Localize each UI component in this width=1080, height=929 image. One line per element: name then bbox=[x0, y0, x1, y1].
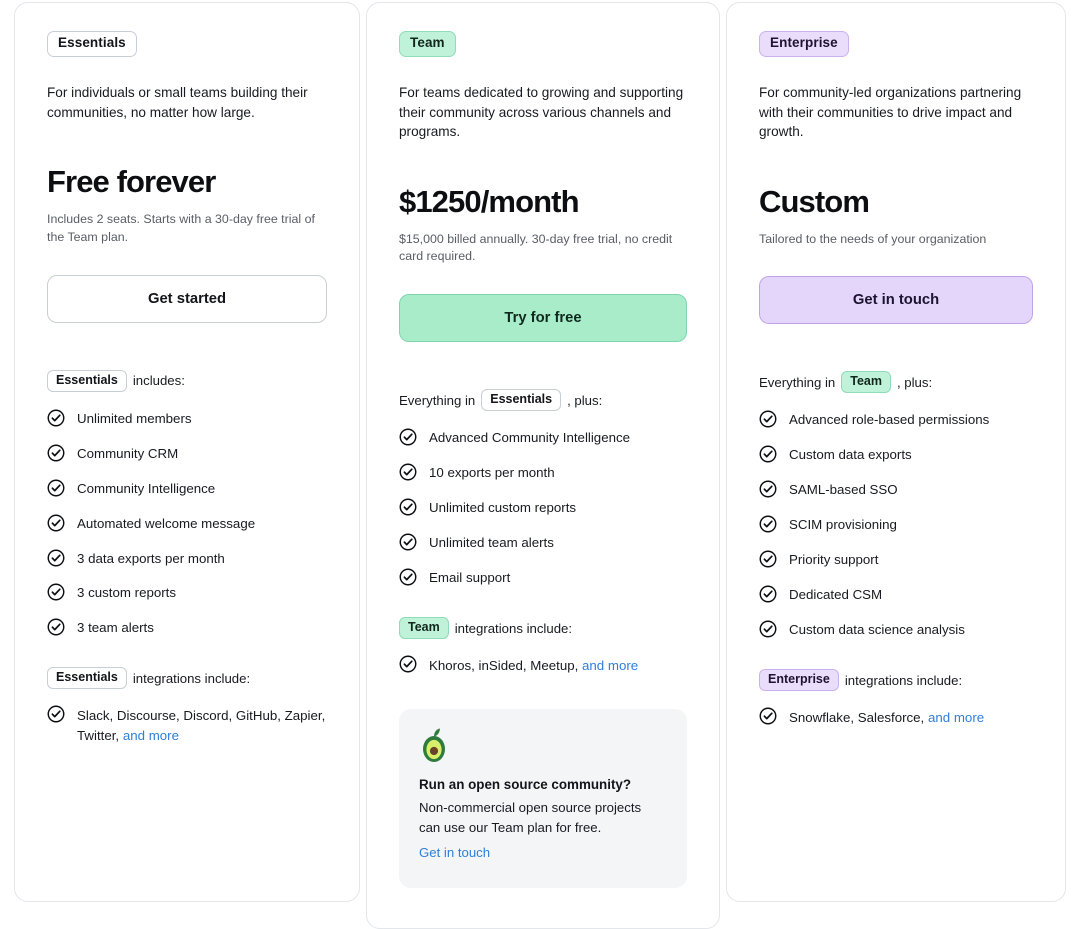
integrations-and-more-link[interactable]: and more bbox=[582, 658, 639, 674]
inline-badge-essentials: Essentials bbox=[47, 370, 127, 392]
plan-badge-essentials: Essentials bbox=[47, 31, 137, 57]
check-circle-icon bbox=[399, 533, 417, 551]
integrations-header bbox=[47, 667, 327, 689]
feature-item bbox=[47, 514, 327, 533]
integrations-text bbox=[429, 655, 638, 675]
plan-badge-team: Team bbox=[399, 31, 456, 57]
check-circle-icon bbox=[47, 479, 65, 497]
open-source-promo-card bbox=[399, 709, 687, 887]
feature-item bbox=[47, 409, 327, 428]
integrations-list: Khoros, inSided, Meetup, bbox=[429, 658, 579, 674]
feature-item bbox=[47, 444, 327, 463]
feature-label: Dedicated CSM bbox=[789, 587, 883, 603]
feature-label: Unlimited members bbox=[77, 410, 192, 426]
integrations-label: integrations include: bbox=[844, 672, 963, 688]
check-circle-icon bbox=[399, 498, 417, 516]
integrations-text bbox=[789, 707, 984, 727]
feature-item bbox=[759, 445, 1033, 464]
integrations-header bbox=[759, 669, 1033, 691]
plan-card-essentials bbox=[14, 2, 360, 902]
check-circle-icon bbox=[47, 618, 65, 636]
check-circle-icon bbox=[759, 707, 777, 725]
feature-label: Priority support bbox=[789, 552, 879, 568]
check-circle-icon bbox=[399, 568, 417, 586]
integrations-item bbox=[399, 655, 679, 675]
plan-price: Custom bbox=[759, 183, 869, 219]
integrations-text bbox=[77, 705, 327, 745]
integrations-list: Slack, Discourse, Discord, GitHub, Zapier, Twitter, bbox=[77, 708, 326, 743]
check-circle-icon bbox=[47, 409, 65, 427]
feature-item bbox=[759, 585, 1033, 604]
feature-label: Community Intelligence bbox=[77, 480, 216, 496]
plan-card-enterprise bbox=[726, 2, 1066, 902]
feature-label: 10 exports per month bbox=[429, 465, 555, 481]
feature-label: 3 custom reports bbox=[77, 585, 177, 601]
feature-label: SAML-based SSO bbox=[789, 482, 898, 498]
plan-includes-header bbox=[399, 388, 687, 412]
plan-column-essentials bbox=[0, 0, 360, 902]
check-circle-icon bbox=[47, 705, 65, 723]
feature-label: 3 team alerts bbox=[77, 620, 154, 636]
plan-badge-enterprise: Enterprise bbox=[759, 31, 849, 57]
feature-label: Community CRM bbox=[77, 445, 179, 461]
integrations-and-more-link[interactable]: and more bbox=[122, 727, 180, 743]
includes-suffix-label: includes: bbox=[132, 373, 185, 389]
includes-prefix-label: Everything in bbox=[399, 392, 476, 408]
inline-badge-team: Team bbox=[841, 371, 891, 393]
plan-price-note: Tailored to the needs of your organization bbox=[759, 231, 987, 246]
feature-list bbox=[47, 409, 327, 638]
feature-item bbox=[759, 410, 1033, 429]
integrations-list: Snowflake, Salesforce, bbox=[789, 710, 925, 726]
feature-item bbox=[47, 618, 327, 637]
feature-item bbox=[399, 498, 687, 517]
inline-badge-essentials: Essentials bbox=[481, 389, 561, 411]
plan-price: $1250/month bbox=[399, 183, 579, 219]
feature-label: Automated welcome message bbox=[77, 515, 256, 531]
includes-suffix-label: , plus: bbox=[567, 392, 603, 408]
feature-label: Advanced role-based permissions bbox=[789, 412, 990, 428]
integrations-header bbox=[399, 617, 687, 639]
promo-get-in-touch-link[interactable]: Get in touch bbox=[419, 844, 491, 860]
integrations-item bbox=[47, 705, 327, 745]
inline-badge-enterprise: Enterprise bbox=[759, 669, 839, 691]
get-in-touch-button[interactable]: Get in touch bbox=[759, 276, 1033, 324]
feature-list bbox=[759, 410, 1033, 639]
check-circle-icon bbox=[399, 428, 417, 446]
plan-includes-header bbox=[47, 369, 327, 393]
promo-body: Non-commercial open source projects can use our Team plan for free. bbox=[419, 800, 642, 835]
feature-item bbox=[399, 533, 687, 552]
feature-label: SCIM provisioning bbox=[789, 517, 897, 533]
includes-prefix-label: Everything in bbox=[759, 374, 836, 390]
plan-column-enterprise bbox=[720, 0, 1080, 902]
inline-badge-team: Team bbox=[399, 617, 449, 639]
feature-item bbox=[399, 463, 687, 482]
integrations-label: integrations include: bbox=[132, 670, 251, 686]
plan-description: For individuals or small teams building their communities, no matter how large. bbox=[47, 84, 308, 120]
feature-label: Advanced Community Intelligence bbox=[429, 430, 631, 446]
feature-item bbox=[759, 550, 1033, 569]
check-circle-icon bbox=[759, 445, 777, 463]
try-for-free-button[interactable]: Try for free bbox=[399, 294, 687, 342]
integrations-item bbox=[759, 707, 1033, 727]
feature-label: Unlimited custom reports bbox=[429, 500, 577, 516]
check-circle-icon bbox=[759, 620, 777, 638]
feature-item bbox=[759, 515, 1033, 534]
feature-label: Unlimited team alerts bbox=[429, 535, 554, 551]
check-circle-icon bbox=[47, 444, 65, 462]
integrations-label: integrations include: bbox=[454, 620, 573, 636]
plan-card-team bbox=[366, 2, 720, 929]
feature-item bbox=[47, 549, 327, 568]
plan-description: For community-led organizations partnering with their communities to drive impact and growth. bbox=[759, 84, 1022, 140]
check-circle-icon bbox=[759, 410, 777, 428]
check-circle-icon bbox=[47, 514, 65, 532]
avocado-icon bbox=[419, 727, 449, 763]
feature-item bbox=[759, 620, 1033, 639]
feature-item bbox=[47, 583, 327, 602]
check-circle-icon bbox=[399, 655, 417, 673]
plan-price-note: $15,000 billed annually. 30-day free trial, no credit card required. bbox=[399, 231, 673, 264]
check-circle-icon bbox=[759, 480, 777, 498]
feature-label: Custom data exports bbox=[789, 447, 912, 463]
feature-list bbox=[399, 428, 687, 587]
check-circle-icon bbox=[47, 583, 65, 601]
plan-price-note: Includes 2 seats. Starts with a 30-day free trial of the Team plan. bbox=[47, 211, 315, 244]
feature-item bbox=[399, 428, 687, 447]
check-circle-icon bbox=[759, 585, 777, 603]
check-circle-icon bbox=[759, 515, 777, 533]
feature-label: Custom data science analysis bbox=[789, 622, 965, 638]
plan-column-team bbox=[360, 0, 720, 929]
feature-item bbox=[399, 568, 687, 587]
integrations-and-more-link[interactable]: and more bbox=[927, 710, 985, 726]
feature-item bbox=[759, 480, 1033, 499]
check-circle-icon bbox=[47, 549, 65, 567]
includes-suffix-label: , plus: bbox=[896, 374, 933, 390]
check-circle-icon bbox=[399, 463, 417, 481]
inline-badge-essentials: Essentials bbox=[47, 667, 127, 689]
promo-title: Run an open source community? bbox=[419, 777, 632, 793]
feature-label: 3 data exports per month bbox=[77, 550, 225, 566]
plan-includes-header bbox=[759, 370, 1033, 394]
feature-item bbox=[47, 479, 327, 498]
feature-label: Email support bbox=[429, 570, 511, 586]
get-started-button[interactable]: Get started bbox=[47, 275, 327, 323]
check-circle-icon bbox=[759, 550, 777, 568]
plan-description: For teams dedicated to growing and supporting their community across various channels and programs. bbox=[399, 84, 684, 140]
plan-price: Free forever bbox=[47, 164, 216, 200]
